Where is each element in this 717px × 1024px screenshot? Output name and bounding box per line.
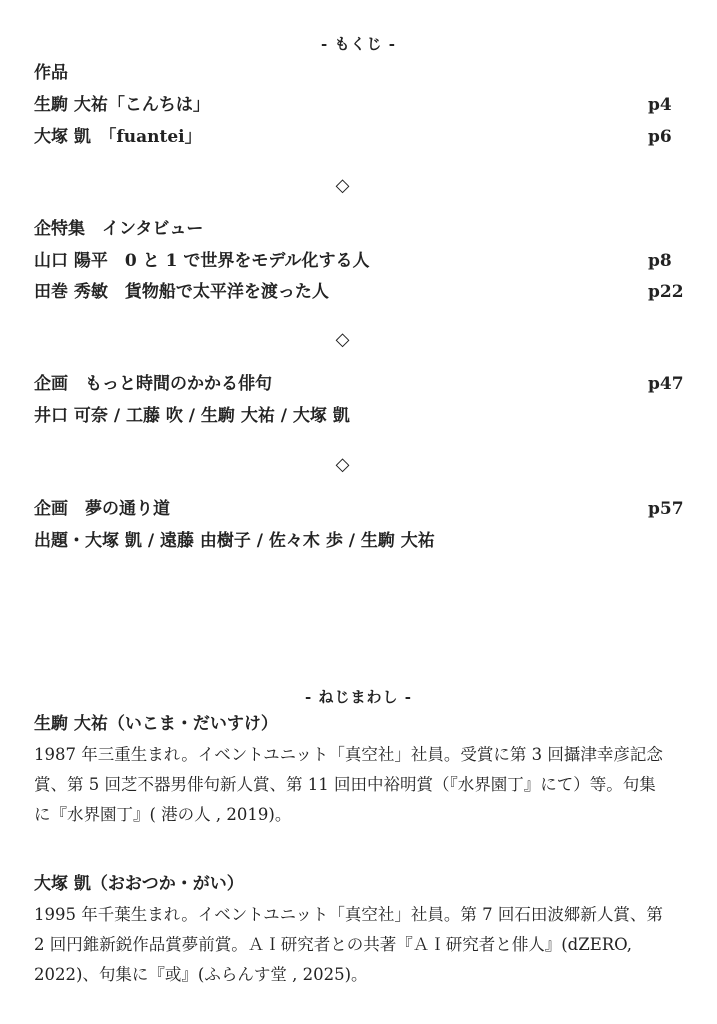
- section-title-haiku[interactable]: 企画 もっと時間のかかる俳句: [34, 374, 272, 394]
- page-number[interactable]: p6: [648, 127, 672, 147]
- diamond-separator: ◇: [335, 329, 350, 350]
- toc-entry-yamaguchi[interactable]: 山口 陽平 0 と 1 で世界をモデル化する人: [34, 251, 370, 271]
- toc-entry-otsuka[interactable]: 大塚 凱 「fuantei」: [34, 127, 202, 147]
- profile-bio-otsuka: 1995 年千葉生まれ。イベントユニット「真空社」社員。第 7 回石田波郷新人賞、第 2 回円錐新鋭作品賞夢前賞。ＡＩ研究者との共著『ＡＩ研究者と俳人』(dZERO, 2022)、句集に『或』(ふらんす堂 , 2025)。: [34, 905, 663, 984]
- toc-heading: - もくじ -: [321, 35, 396, 53]
- section-title-dream[interactable]: 企画 夢の通り道: [34, 499, 170, 519]
- page-number[interactable]: p22: [648, 282, 684, 302]
- toc-entry-ikoma[interactable]: 生駒 大祐「こんちは」: [34, 95, 210, 115]
- section-title-works: 作品: [34, 63, 68, 83]
- profiles-heading: - ねじまわし -: [305, 688, 412, 706]
- section-members: 井口 可奈 / 工藤 吹 / 生駒 大祐 / 大塚 凱: [34, 406, 350, 426]
- section-members: 出題・大塚 凱 / 遠藤 由樹子 / 佐々木 歩 / 生駒 大祐: [34, 531, 435, 551]
- diamond-separator: ◇: [335, 175, 350, 196]
- profile-name-ikoma: 生駒 大祐（いこま・だいすけ）: [34, 714, 278, 734]
- section-title-interview: 企特集 インタビュー: [34, 219, 204, 239]
- diamond-separator: ◇: [335, 454, 350, 475]
- profile-name-otsuka: 大塚 凱（おおつか・がい）: [34, 874, 244, 894]
- page-number[interactable]: p47: [648, 374, 684, 394]
- toc-entry-tamaki[interactable]: 田巻 秀敏 貨物船で太平洋を渡った人: [34, 282, 329, 302]
- page-number[interactable]: p57: [648, 499, 684, 519]
- page-number[interactable]: p4: [648, 95, 672, 115]
- page-number[interactable]: p8: [648, 251, 672, 271]
- profile-bio-ikoma: 1987 年三重生まれ。イベントユニット「真空社」社員。受賞に第 3 回攝津幸彦記念賞、第 5 回芝不器男俳句新人賞、第 11 回田中裕明賞（『水界園丁』にて）等。句集に『水界園丁』( 港の人 , 2019)。: [34, 745, 663, 824]
